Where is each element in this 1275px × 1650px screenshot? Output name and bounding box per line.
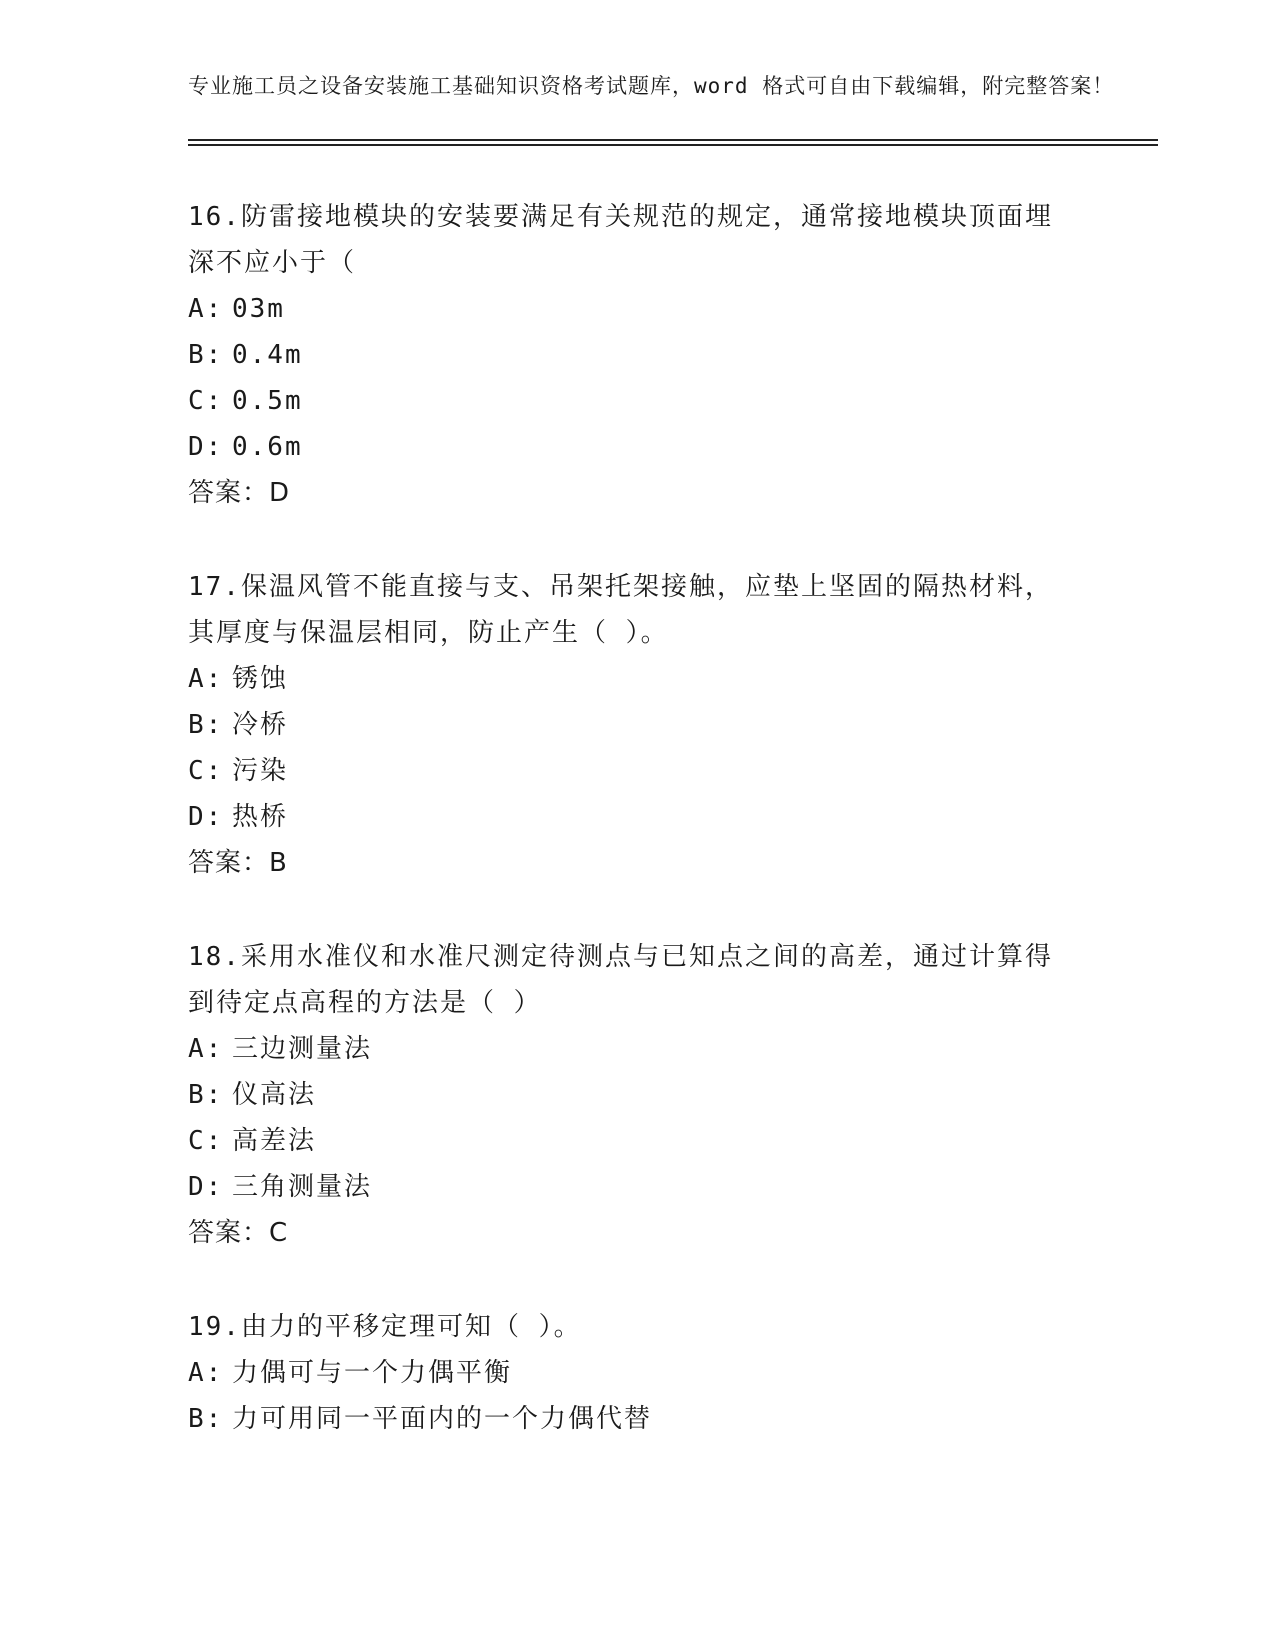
option-list bbox=[188, 1026, 1158, 1210]
option-letter: B: bbox=[188, 1080, 224, 1110]
option-letter: D: bbox=[188, 432, 224, 462]
option-text: 锈蚀 bbox=[232, 664, 289, 694]
header-divider bbox=[188, 139, 1158, 146]
option-text: 热桥 bbox=[232, 802, 289, 832]
option-letter: A: bbox=[188, 1358, 224, 1388]
question-stem: 19.由力的平移定理可知（ ）。 bbox=[188, 1312, 582, 1342]
question-stem: 17.保温风管不能直接与支、吊架托架接触，应垫上坚固的隔热材料，其厚度与保温层相同，防止产生（ ）。 bbox=[188, 572, 1053, 648]
option-text: 高差法 bbox=[232, 1126, 317, 1156]
option-letter: C: bbox=[188, 756, 224, 786]
option-text: 03m bbox=[232, 294, 285, 324]
question-18 bbox=[188, 934, 1158, 1256]
option-b bbox=[188, 332, 1158, 378]
option-d bbox=[188, 794, 1158, 840]
option-text: 污染 bbox=[232, 756, 289, 786]
option-text: 仪高法 bbox=[232, 1080, 317, 1110]
option-b bbox=[188, 1396, 1158, 1442]
question-19 bbox=[188, 1304, 1158, 1442]
option-letter: C: bbox=[188, 386, 224, 416]
option-letter: C: bbox=[188, 1126, 224, 1156]
option-text: 力偶可与一个力偶平衡 bbox=[232, 1358, 513, 1388]
option-letter: B: bbox=[188, 340, 224, 370]
document-page bbox=[188, 70, 1158, 1442]
option-list bbox=[188, 656, 1158, 840]
option-a bbox=[188, 286, 1158, 332]
option-b bbox=[188, 1072, 1158, 1118]
option-a bbox=[188, 1026, 1158, 1072]
option-letter: A: bbox=[188, 664, 224, 694]
option-letter: B: bbox=[188, 1404, 224, 1434]
option-list bbox=[188, 286, 1158, 470]
answer-line: 答案：C bbox=[188, 1218, 289, 1248]
option-letter: A: bbox=[188, 1034, 224, 1064]
option-list bbox=[188, 1350, 1158, 1442]
option-text: 三角测量法 bbox=[232, 1172, 373, 1202]
question-stem: 16.防雷接地模块的安装要满足有关规范的规定，通常接地模块顶面埋深不应小于（ bbox=[188, 202, 1053, 278]
option-text: 力可用同一平面内的一个力偶代替 bbox=[232, 1404, 653, 1434]
option-d bbox=[188, 424, 1158, 470]
option-c bbox=[188, 748, 1158, 794]
option-letter: D: bbox=[188, 802, 224, 832]
question-stem: 18.采用水准仪和水准尺测定待测点与已知点之间的高差，通过计算得到待定点高程的方法是（ ） bbox=[188, 942, 1053, 1018]
option-letter: A: bbox=[188, 294, 224, 324]
answer-line: 答案：D bbox=[188, 478, 291, 508]
option-letter: B: bbox=[188, 710, 224, 740]
option-b bbox=[188, 702, 1158, 748]
option-c bbox=[188, 1118, 1158, 1164]
option-a bbox=[188, 656, 1158, 702]
question-16 bbox=[188, 194, 1158, 516]
option-c bbox=[188, 378, 1158, 424]
option-letter: D: bbox=[188, 1172, 224, 1202]
option-text: 三边测量法 bbox=[232, 1034, 373, 1064]
option-text: 冷桥 bbox=[232, 710, 289, 740]
option-a bbox=[188, 1350, 1158, 1396]
question-17 bbox=[188, 564, 1158, 886]
answer-line: 答案：B bbox=[188, 848, 288, 878]
option-text: 0.6m bbox=[232, 432, 303, 462]
option-d bbox=[188, 1164, 1158, 1210]
option-text: 0.5m bbox=[232, 386, 303, 416]
option-text: 0.4m bbox=[232, 340, 303, 370]
document-header: 专业施工员之设备安装施工基础知识资格考试题库，word 格式可自由下载编辑，附完整答案！ bbox=[188, 74, 1115, 98]
